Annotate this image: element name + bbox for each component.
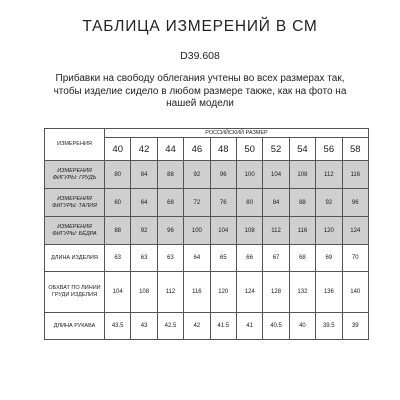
table-row [45,313,369,340]
table-cell: 43 [131,313,157,340]
table-cell: 40 [289,313,315,340]
table-cell: 42 [184,313,210,340]
table-cell: 80 [105,161,131,189]
size-header-cell: 48 [210,138,236,161]
fit-note-line: нашей модели [166,98,234,109]
table-cell: 112 [157,272,183,313]
table-cell: 132 [289,272,315,313]
table-cell: 39.5 [316,313,342,340]
fit-note [48,73,352,111]
table-cell: 88 [289,189,315,217]
size-header-cell: 50 [236,138,262,161]
table-cell: 116 [184,272,210,313]
table-cell: 63 [157,245,183,272]
table-cell: 120 [210,272,236,313]
table-cell: 41.5 [210,313,236,340]
row-label: ДЛИНА ИЗДЕЛИЯ [45,245,105,272]
table-cell: 63 [105,245,131,272]
table-cell: 112 [316,161,342,189]
table-cell: 120 [316,217,342,245]
table-row [45,245,369,272]
table-cell: 136 [316,272,342,313]
table-cell: 67 [263,245,289,272]
table-cell: 65 [210,245,236,272]
table-cell: 41 [236,313,262,340]
table-cell: 100 [236,161,262,189]
size-table-body [45,129,369,340]
size-header-cell: 56 [316,138,342,161]
table-cell: 68 [157,189,183,217]
table-cell: 108 [289,161,315,189]
size-header-cell: 58 [342,138,368,161]
table-cell: 108 [131,272,157,313]
group-header: РОССИЙСКИЙ РАЗМЕР [105,129,369,138]
size-header-cell: 42 [131,138,157,161]
size-header-cell: 44 [157,138,183,161]
table-cell: 70 [342,245,368,272]
table-cell: 60 [105,189,131,217]
table-cell: 104 [210,217,236,245]
table-cell: 140 [342,272,368,313]
table-cell: 92 [316,189,342,217]
table-cell: 116 [289,217,315,245]
table-row [45,272,369,313]
article-code: D39.608 [180,50,220,62]
size-header-cell: 54 [289,138,315,161]
table-cell: 76 [210,189,236,217]
page-title: ТАБЛИЦА ИЗМЕРЕНИЙ В СМ [82,18,318,35]
table-cell: 69 [316,245,342,272]
table-cell: 68 [289,245,315,272]
table-header-row [45,129,369,138]
row-label: ДЛИНА РУКАВА [45,313,105,340]
size-table [44,128,369,340]
row-label: ОБХВАТ ПО ЛИНИИ ГРУДИ ИЗДЕЛИЯ [45,272,105,313]
table-cell: 96 [210,161,236,189]
table-cell: 40.5 [263,313,289,340]
table-cell: 39 [342,313,368,340]
table-cell: 96 [342,189,368,217]
table-cell: 116 [342,161,368,189]
table-cell: 104 [263,161,289,189]
table-row [45,161,369,189]
corner-label: ИЗМЕРЕНИЯ [45,129,105,161]
size-header-cell: 40 [105,138,131,161]
fit-note-line: Прибавки на свободу облегания учтены во всех размерах так, [55,73,345,84]
fit-note-line: чтобы изделие сидело в любом размере также, как на фото на [53,85,347,97]
table-cell: 42.5 [157,313,183,340]
row-label: ИЗМЕРЕНИЯ ФИГУРЫ: ГРУДЬ [45,161,105,189]
table-cell: 80 [236,189,262,217]
table-cell: 64 [131,189,157,217]
table-cell: 124 [236,272,262,313]
table-cell: 66 [236,245,262,272]
table-cell: 43.5 [105,313,131,340]
table-cell: 84 [131,161,157,189]
table-cell: 104 [105,272,131,313]
table-cell: 100 [184,217,210,245]
row-label: ИЗМЕРЕНИЯ ФИГУРЫ: БЁДРА [45,217,105,245]
table-row [45,189,369,217]
table-cell: 92 [131,217,157,245]
table-cell: 128 [263,272,289,313]
table-cell: 112 [263,217,289,245]
size-header-cell: 46 [184,138,210,161]
table-cell: 88 [105,217,131,245]
table-cell: 63 [131,245,157,272]
size-header-cell: 52 [263,138,289,161]
table-cell: 108 [236,217,262,245]
table-cell: 72 [184,189,210,217]
table-cell: 124 [342,217,368,245]
row-label: ИЗМЕРЕНИЯ ФИГУРЫ: ТАЛИЯ [45,189,105,217]
table-cell: 84 [263,189,289,217]
table-cell: 92 [184,161,210,189]
table-cell: 88 [157,161,183,189]
table-row [45,217,369,245]
table-cell: 64 [184,245,210,272]
table-cell: 96 [157,217,183,245]
